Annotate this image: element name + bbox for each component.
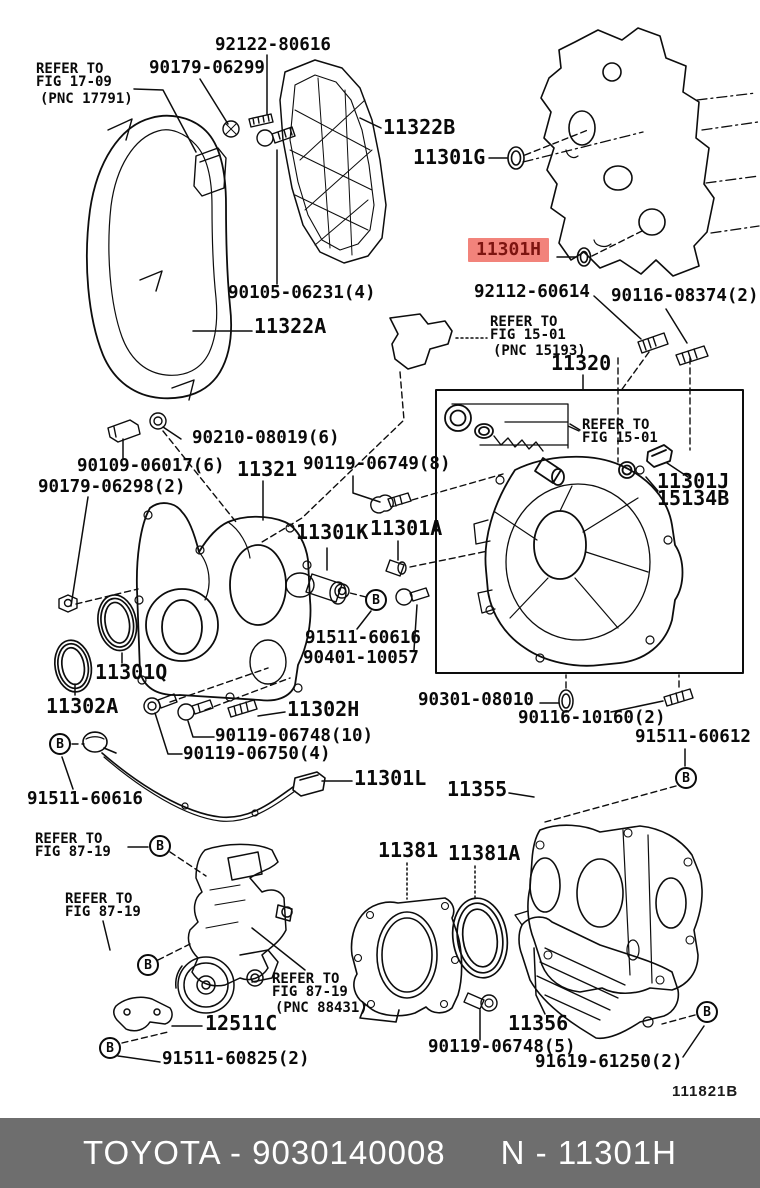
- part-label: 11301K: [296, 520, 369, 544]
- seal-retainer-shape: [351, 895, 512, 1022]
- part-label: 11301A: [370, 516, 443, 540]
- part-label: 91511-60825(2): [162, 1049, 310, 1069]
- part-label: 90210-08019(6): [192, 428, 340, 448]
- part-label: FIG 15-01: [490, 327, 566, 343]
- part-label: 90179-06298(2): [38, 477, 186, 497]
- part-label: 91511-60612: [635, 727, 751, 747]
- part-label: 90119-06750(4): [183, 744, 331, 764]
- part-label: REFER TO: [272, 971, 340, 987]
- part-label: 11355: [447, 777, 508, 801]
- belt-cover-outer-shape: [87, 116, 231, 400]
- part-label: (PNC 17791): [40, 91, 133, 107]
- part-label: 90301-08010: [418, 690, 534, 710]
- part-label: REFER TO: [65, 891, 133, 907]
- part-label: 90116-08374(2): [611, 286, 759, 306]
- part-label: 11356: [508, 1011, 569, 1035]
- part-label: 90119-06748(10): [215, 726, 374, 746]
- belt-cover-inner-shape: [280, 60, 386, 263]
- part-label: 11381: [378, 838, 439, 862]
- part-label: 90179-06299: [149, 58, 265, 78]
- part-label: REFER TO: [490, 314, 558, 330]
- part-label: 11381A: [448, 841, 521, 865]
- part-label: 15134B: [657, 486, 730, 510]
- dash-dot-lines: [523, 93, 759, 233]
- dotted-leaders: [407, 338, 487, 899]
- studs-upper: [638, 333, 708, 365]
- part-label: 90105-06231(4): [228, 283, 376, 303]
- highlighted-part-label: 11301H: [468, 238, 549, 262]
- top-bolts: [223, 114, 295, 146]
- part-label: 90119-06749(8): [303, 454, 451, 474]
- part-label: 11320: [551, 351, 612, 375]
- engine-block-shape: [541, 28, 714, 276]
- detail-marker-b: B: [675, 767, 697, 789]
- part-label: FIG 87-19: [272, 984, 348, 1000]
- part-label: 92112-60614: [474, 282, 590, 302]
- footer-banner: [0, 1118, 760, 1188]
- part-label: FIG 87-19: [35, 844, 111, 860]
- part-label: 91511-60616: [27, 789, 143, 809]
- part-label: 12511C: [205, 1011, 278, 1035]
- bracket-pnc15193: [390, 314, 452, 369]
- detail-marker-b: B: [49, 733, 71, 755]
- part-label: 11321: [237, 457, 298, 481]
- part-label: REFER TO: [36, 61, 104, 77]
- part-label: 11301Q: [95, 660, 168, 684]
- part-label: 11301L: [354, 766, 427, 790]
- part-label: 90109-06017(6): [77, 456, 225, 476]
- part-label: 91511-60616: [305, 628, 421, 648]
- part-label: 11322B: [383, 115, 456, 139]
- part-label: 11302H: [287, 697, 360, 721]
- part-label: 11301G: [413, 145, 486, 169]
- detail-marker-b: B: [149, 835, 171, 857]
- detail-marker-b: B: [696, 1001, 718, 1023]
- detail-marker-b: B: [137, 954, 159, 976]
- part-label: 11322A: [254, 314, 327, 338]
- detail-marker-b: B: [365, 589, 387, 611]
- part-label: 11302A: [46, 694, 119, 718]
- part-label: 90401-10057: [303, 648, 419, 668]
- part-label: 111821B: [672, 1083, 739, 1100]
- part-label: 92122-80616: [215, 35, 331, 55]
- banner-part-code: TOYOTA - 9030140008: [83, 1134, 446, 1171]
- part-label: 90116-10160(2): [518, 708, 666, 728]
- part-label: FIG 87-19: [65, 904, 141, 920]
- part-label: (PNC 15193): [493, 343, 586, 359]
- detail-marker-b: B: [99, 1037, 121, 1059]
- part-label: REFER TO: [582, 417, 650, 433]
- part-label: REFER TO: [35, 831, 103, 847]
- part-label: 90119-06748(5): [428, 1037, 576, 1057]
- part-label: 11301J: [657, 469, 730, 493]
- part-label: 91619-61250(2): [535, 1052, 683, 1072]
- banner-figure-code: N - 11301H: [500, 1134, 677, 1171]
- part-label: FIG 15-01: [582, 430, 658, 446]
- part-label: FIG 17-09: [36, 74, 112, 90]
- bracket-12511c: [114, 997, 172, 1031]
- part-label: (PNC 88431): [275, 1000, 368, 1016]
